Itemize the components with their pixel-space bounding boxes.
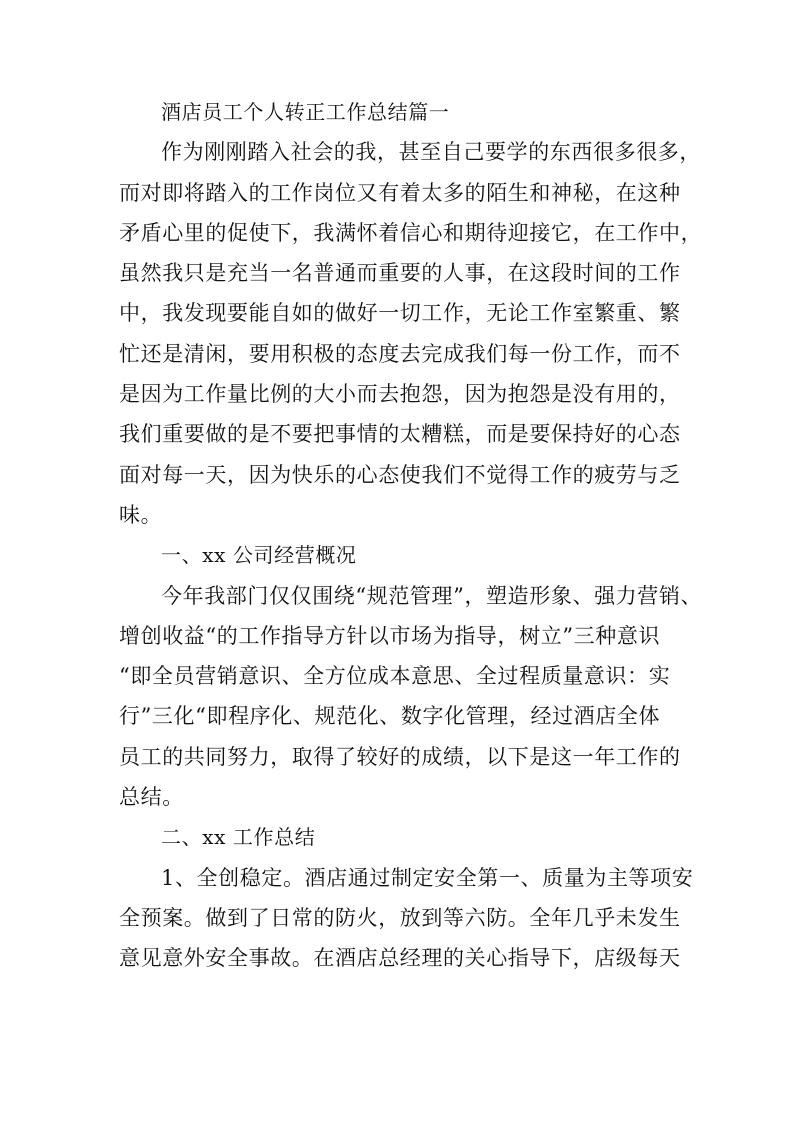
paragraph-2-line: 员工的共同努力，取得了较好的成绩，以下是这一年工作的 [119, 744, 681, 769]
paragraph-3-line: 全预案。做到了日常的防火，放到等六防。全年几乎未发生 [119, 905, 681, 930]
paragraph-2-line: 增创收益“的工作指导方针以市场为指导，树立”三种意识 [119, 623, 661, 648]
paragraph-1-line: 面对每一天，因为快乐的心态使我们不觉得工作的疲劳与乏 [119, 462, 681, 487]
paragraph-2-line: 总结。 [119, 785, 184, 810]
document-body [119, 92, 703, 979]
paragraph-1-line: 味。 [119, 502, 163, 527]
paragraph-2-line: 行”三化“即程序化、规范化、数字化管理，经过酒店全体 [119, 704, 661, 729]
paragraph-1-line: 中，我发现要能自如的做好一切工作，无论工作室繁重、繁 [119, 301, 681, 326]
paragraph-1-line: 而对即将踏入的工作岗位又有着太多的陌生和神秘，在这种 [119, 180, 681, 205]
paragraph-2-line: “即全员营销意识、全方位成本意思、全过程质量意识：实 [119, 664, 671, 689]
paragraph-1-line: 作为刚刚踏入社会的我，甚至自己要学的东西很多很多， [161, 140, 701, 165]
section-heading-2: 二、xx 工作总结 [161, 825, 316, 850]
paragraph-2-line: 今年我部门仅仅围绕“规范管理”，塑造形象、强力营销、 [161, 583, 703, 608]
paragraph-1-line: 是因为工作量比例的大小而去抱怨，因为抱怨是没有用的， [119, 382, 681, 407]
paragraph-3-line: 1、全创稳定。酒店通过制定安全第一、质量为主等项安 [161, 865, 694, 890]
paragraph-1-line: 虽然我只是充当一名普通而重要的人事，在这段时间的工作 [119, 261, 681, 286]
paragraph-3-line: 意见意外安全事故。在酒店总经理的关心指导下，店级每天 [119, 946, 681, 971]
section-heading-1: 一、xx 公司经营概况 [161, 543, 357, 568]
paragraph-1-line: 忙还是清闲，要用积极的态度去完成我们每一份工作，而不 [119, 341, 681, 366]
paragraph-1-line: 矛盾心里的促使下，我满怀着信心和期待迎接它，在工作中， [119, 220, 703, 245]
document-title: 酒店员工个人转正工作总结篇一 [161, 100, 450, 124]
paragraph-1-line: 我们重要做的是不要把事情的太糟糕，而是要保持好的心态 [119, 422, 681, 447]
